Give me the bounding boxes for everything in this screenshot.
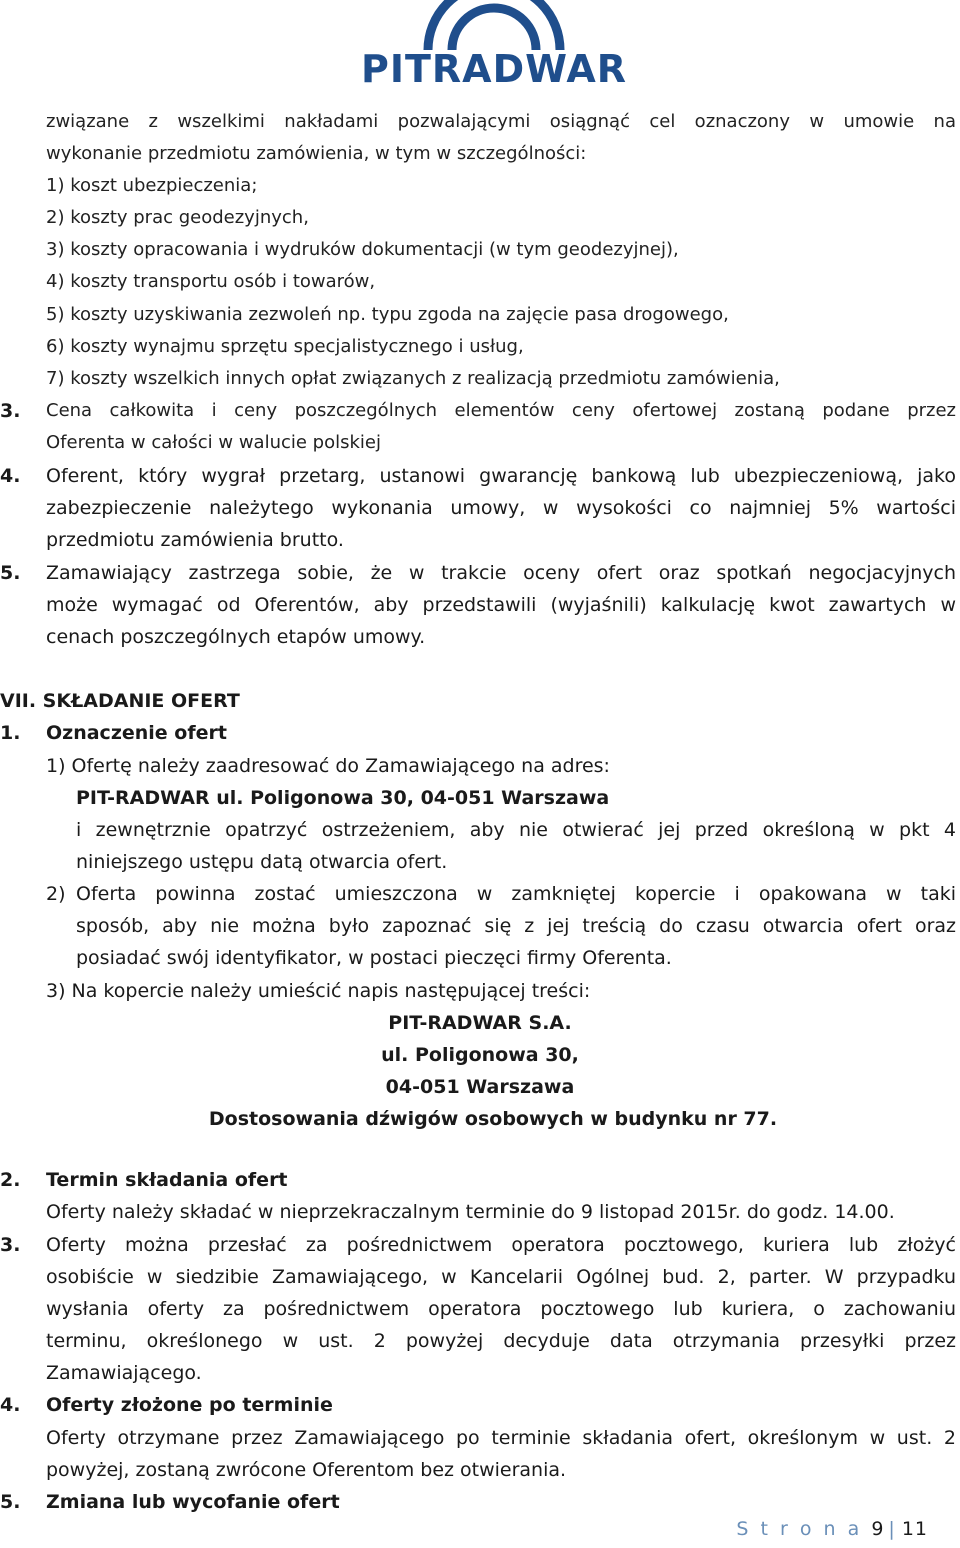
text-line: Oferty można przesłać za pośrednictwem operatora pocztowego, kuriera lub złożyć <box>46 1234 956 1256</box>
text-line: związane z wszelkimi nakładami pozwalającymi osiągnąć cel oznaczony w umowie na <box>46 111 956 132</box>
page-footer <box>736 1518 928 1540</box>
page-number: 9 <box>871 1518 885 1540</box>
paragraph-number: 3. <box>0 400 21 422</box>
page-label: S t r o n a <box>736 1518 863 1540</box>
subsection-heading: Zmiana lub wycofanie ofert <box>46 1491 340 1513</box>
paragraph-number: 1. <box>0 722 21 744</box>
page-separator: | <box>888 1518 898 1540</box>
text-line: Cena całkowita i ceny poszczególnych elementów ceny ofertowej zostaną podane przez <box>46 400 956 421</box>
paragraph-number: 2. <box>0 1169 21 1191</box>
text-line: Oferenta w całości w walucie polskiej <box>46 432 381 453</box>
text-line: posiadać swój identyfikator, w postaci pieczęci firmy Oferenta. <box>76 947 672 969</box>
paragraph-number: 4. <box>0 1394 21 1416</box>
subsection-heading: Oznaczenie ofert <box>46 722 227 744</box>
text-line: Oferta powinna zostać umieszczona w zamkniętej kopercie i opakowana w taki <box>76 883 956 905</box>
text-line: Oferent, który wygrał przetarg, ustanowi gwarancję bankową lub ubezpieczeniową, jako <box>46 465 956 487</box>
text-line: powyżej, zostaną zwrócone Oferentom bez otwierania. <box>46 1459 567 1481</box>
paragraph-number: 5. <box>0 562 21 584</box>
subsection-heading: Termin składania ofert <box>46 1169 288 1191</box>
text-line: i zewnętrznie opatrzyć ostrzeżeniem, aby nie otwierać jej przed określoną w pkt 4 <box>76 819 956 841</box>
text-line: Zamawiającego. <box>46 1362 202 1384</box>
envelope-line: ul. Poligonowa 30, <box>381 1044 579 1066</box>
text-line: Oferty należy składać w nieprzekraczalnym terminie do 9 listopad 2015r. do godz. 14.00. <box>46 1201 895 1223</box>
text-line: terminu, określonego w ust. 2 powyżej decyduje data otrzymania przesyłki przez <box>46 1330 956 1352</box>
list-item: 3) Na kopercie należy umieścić napis następującej treści: <box>46 980 591 1002</box>
logo-text: PITRADWAR <box>360 47 628 86</box>
text-line: cenach poszczególnych etapów umowy. <box>46 626 426 648</box>
section-heading: VII. SKŁADANIE OFERT <box>0 690 240 712</box>
envelope-line: Dostosowania dźwigów osobowych w budynku nr 77. <box>208 1108 778 1130</box>
text-line: zabezpieczenie należytego wykonania umowy, w wysokości co najmniej 5% wartości <box>46 497 956 519</box>
paragraph-number: 3. <box>0 1234 21 1256</box>
list-item: 5) koszty uzyskiwania zezwoleń np. typu zgoda na zajęcie pasa drogowego, <box>46 304 729 325</box>
company-logo <box>358 0 630 86</box>
list-item: 2) koszty prac geodezyjnych, <box>46 207 309 228</box>
list-item: 7) koszty wszelkich innych opłat związanych z realizacją przedmiotu zamówienia, <box>46 368 780 389</box>
text-line: Oferty otrzymane przez Zamawiającego po terminie składania ofert, określonym w ust. 2 <box>46 1427 956 1449</box>
text-line: Zamawiający zastrzega sobie, że w trakcie oceny ofert oraz spotkań negocjacyjnych <box>46 562 956 584</box>
text-line: przedmiotu zamówienia brutto. <box>46 529 344 551</box>
list-item: 4) koszty transportu osób i towarów, <box>46 271 376 292</box>
page-total: 11 <box>901 1518 928 1540</box>
paragraph-number: 4. <box>0 465 21 487</box>
envelope-line: 04-051 Warszawa <box>385 1076 575 1098</box>
text-line: może wymagać od Oferentów, aby przedstawili (wyjaśnili) kalkulację kwot zawartych w <box>46 594 956 616</box>
text-line: osobiście w siedzibie Zamawiającego, w Kancelarii Ogólnej bud. 2, parter. W przypadku <box>46 1266 956 1288</box>
list-item: 3) koszty opracowania i wydruków dokumentacji (w tym geodezyjnej), <box>46 239 679 260</box>
envelope-line: PIT-RADWAR S.A. <box>388 1012 572 1034</box>
text-line: wysłania oferty za pośrednictwem operatora pocztowego lub kuriera, o zachowaniu <box>46 1298 956 1320</box>
subsection-heading: Oferty złożone po terminie <box>46 1394 333 1416</box>
address-line: PIT-RADWAR ul. Poligonowa 30, 04-051 Warszawa <box>76 787 610 809</box>
text-line: wykonanie przedmiotu zamówienia, w tym w szczególności: <box>46 143 587 164</box>
list-item: 1) Ofertę należy zaadresować do Zamawiającego na adres: <box>46 755 610 777</box>
list-item: 6) koszty wynajmu sprzętu specjalistycznego i usług, <box>46 336 524 357</box>
paragraph-number: 5. <box>0 1491 21 1513</box>
text-line: sposób, aby nie można było zapoznać się z jej treścią do czasu otwarcia ofert oraz <box>76 915 956 937</box>
list-number: 2) <box>46 883 66 905</box>
text-line: niniejszego ustępu datą otwarcia ofert. <box>76 851 448 873</box>
list-item: 1) koszt ubezpieczenia; <box>46 175 258 196</box>
